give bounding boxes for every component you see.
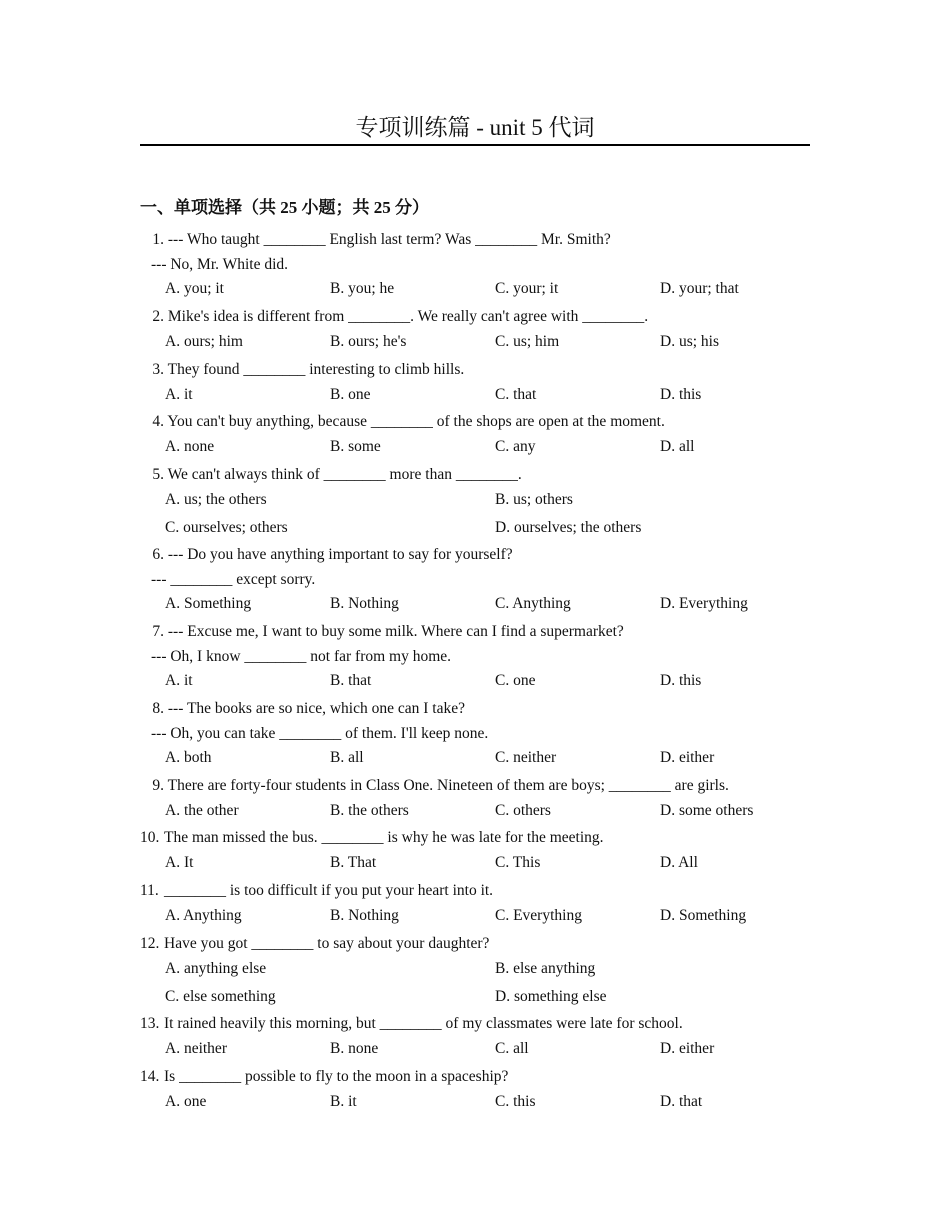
question-text: It rained heavily this morning, but ________ of my classmates were late for school. xyxy=(164,1015,683,1032)
question-number: 13. xyxy=(140,1015,160,1032)
question-number: 14. xyxy=(140,1068,160,1085)
question-8 xyxy=(140,697,820,771)
option-b: B. Nothing xyxy=(330,906,399,924)
option-c: C. any xyxy=(495,437,536,455)
question-text-continued: --- ________ except sorry. xyxy=(151,570,316,588)
question-number: 12. xyxy=(140,935,160,952)
question-text-continued: --- Oh, you can take ________ of them. I'll keep none. xyxy=(151,724,489,742)
question-10 xyxy=(140,826,820,875)
question-number: 7. xyxy=(152,623,164,640)
question-text: There are forty-four students in Class One. Nineteen of them are boys; ________ are girls. xyxy=(167,777,729,794)
question-11 xyxy=(140,879,820,928)
question-number: 8. xyxy=(152,700,164,717)
question-6 xyxy=(140,543,820,617)
option-b: B. else anything xyxy=(495,959,596,977)
option-c: C. us; him xyxy=(495,332,560,350)
question-text: Have you got ________ to say about your daughter? xyxy=(164,935,490,952)
question-number: 1. xyxy=(152,231,164,248)
option-c: C. else something xyxy=(165,987,276,1005)
option-a: A. anything else xyxy=(165,959,267,977)
option-a: A. one xyxy=(165,1092,207,1110)
option-a: A. both xyxy=(165,749,212,766)
question-3 xyxy=(140,358,820,407)
question-5 xyxy=(140,463,820,544)
option-a: A. none xyxy=(165,437,215,455)
question-text: --- The books are so nice, which one can I take? xyxy=(167,700,465,717)
question-14 xyxy=(140,1065,820,1114)
option-b: B. ours; he's xyxy=(330,332,407,350)
question-text: The man missed the bus. ________ is why he was late for the meeting. xyxy=(164,829,604,846)
option-c: C. ourselves; others xyxy=(165,518,288,536)
question-text: --- Do you have anything important to say for yourself? xyxy=(167,546,513,563)
question-text: You can't buy anything, because ________ of the shops are open at the moment. xyxy=(167,413,665,430)
option-a: A. It xyxy=(165,853,194,871)
option-d: D. Something xyxy=(660,906,747,924)
question-text: --- Excuse me, I want to buy some milk. Where can I find a supermarket? xyxy=(167,623,624,640)
question-number: 11. xyxy=(140,882,159,899)
option-a: A. neither xyxy=(165,1039,227,1057)
option-d: D. Everything xyxy=(660,595,748,612)
question-text: They found ________ interesting to climb hills. xyxy=(167,361,465,378)
option-b: B. that xyxy=(330,672,372,689)
question-number: 10. xyxy=(140,829,160,846)
option-b: B. the others xyxy=(330,801,409,819)
question-number: 6. xyxy=(152,546,164,563)
option-d: D. your; that xyxy=(660,280,739,297)
option-b: B. you; he xyxy=(330,280,395,297)
section-heading: 一、单项选择（共 25 小题；共 25 分） xyxy=(140,198,429,217)
option-a: A. you; it xyxy=(165,280,224,297)
question-9 xyxy=(140,774,820,823)
option-c: C. neither xyxy=(495,749,557,766)
option-b: B. none xyxy=(330,1039,379,1057)
option-d: D. something else xyxy=(495,987,607,1005)
question-text-continued: --- No, Mr. White did. xyxy=(151,255,289,273)
option-d: D. either xyxy=(660,1039,715,1057)
option-b: B. it xyxy=(330,1092,357,1110)
question-4 xyxy=(140,410,820,459)
question-number: 5. xyxy=(152,466,164,483)
question-text: Mike's idea is different from ________. We really can't agree with ________. xyxy=(167,308,649,325)
question-7 xyxy=(140,620,820,694)
question-text: Is ________ possible to fly to the moon in a spaceship? xyxy=(164,1068,509,1085)
question-number: 3. xyxy=(152,361,164,378)
option-c: C. Everything xyxy=(495,906,582,924)
option-b: B. one xyxy=(330,385,371,403)
question-number: 4. xyxy=(152,413,164,430)
option-c: C. Anything xyxy=(495,595,571,612)
option-c: C. others xyxy=(495,801,551,819)
question-1 xyxy=(140,228,820,302)
option-a: A. Something xyxy=(165,595,252,612)
option-c: C. This xyxy=(495,853,541,871)
option-c: C. your; it xyxy=(495,280,559,297)
option-d: D. All xyxy=(660,853,698,871)
option-a: A. ours; him xyxy=(165,332,243,350)
option-a: A. it xyxy=(165,385,193,403)
option-b: B. That xyxy=(330,853,377,871)
option-d: D. either xyxy=(660,749,715,766)
question-text: --- Who taught ________ English last term? Was ________ Mr. Smith? xyxy=(167,231,611,248)
option-c: C. all xyxy=(495,1039,529,1057)
option-a: A. us; the others xyxy=(165,490,267,508)
option-b: B. all xyxy=(330,749,364,766)
option-a: A. Anything xyxy=(165,906,242,924)
option-b: B. us; others xyxy=(495,490,573,508)
question-13 xyxy=(140,1012,820,1061)
option-d: D. all xyxy=(660,437,695,455)
question-text-continued: --- Oh, I know ________ not far from my home. xyxy=(151,647,452,665)
option-a: A. the other xyxy=(165,801,239,819)
option-d: D. ourselves; the others xyxy=(495,518,642,536)
option-c: C. that xyxy=(495,385,537,403)
option-c: C. this xyxy=(495,1092,536,1110)
question-number: 9. xyxy=(152,777,164,794)
option-d: D. us; his xyxy=(660,332,719,350)
question-12 xyxy=(140,932,820,1013)
option-d: D. this xyxy=(660,385,702,403)
option-d: D. this xyxy=(660,672,702,689)
page-title: 专项训练篇 - unit 5 代词 xyxy=(140,112,810,146)
option-c: C. one xyxy=(495,672,536,689)
option-d: D. some others xyxy=(660,801,754,819)
option-a: A. it xyxy=(165,672,193,689)
question-number: 2. xyxy=(152,308,164,325)
option-b: B. Nothing xyxy=(330,595,399,612)
question-text: We can't always think of ________ more than ________. xyxy=(167,466,522,483)
option-b: B. some xyxy=(330,437,381,455)
question-text: ________ is too difficult if you put your heart into it. xyxy=(164,882,494,899)
option-d: D. that xyxy=(660,1092,703,1110)
question-2 xyxy=(140,305,820,354)
